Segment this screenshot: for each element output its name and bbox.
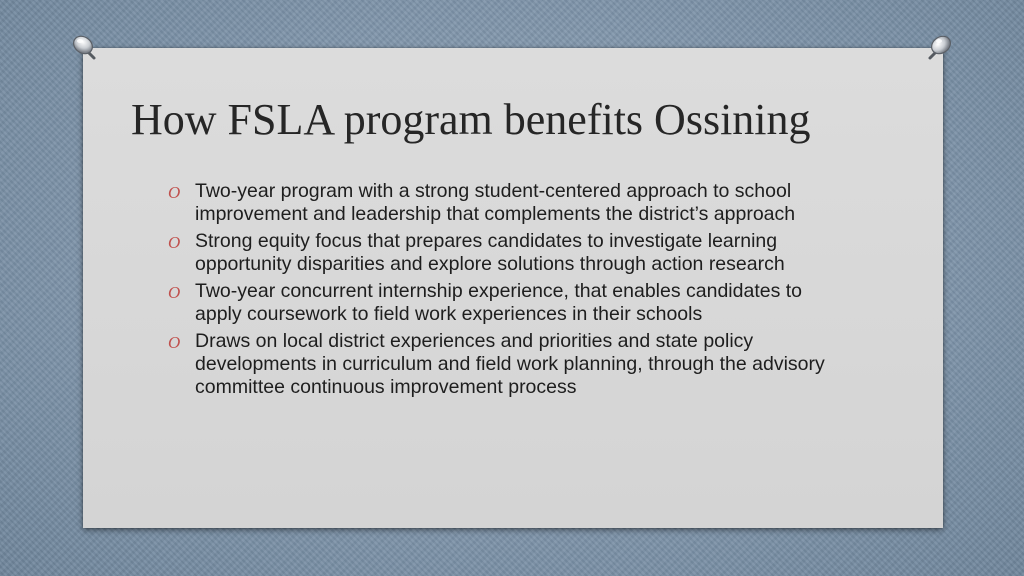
pushpin-icon	[66, 28, 106, 68]
bullet-text: Draws on local district experiences and priorities and state policy developments in curriculum and field work planning, through the advisory committee continuous improvement process	[195, 330, 825, 398]
bullet-item	[168, 330, 848, 399]
bullet-text: Strong equity focus that prepares candidates to investigate learning opportunity disparities and explore solutions through action research	[195, 230, 785, 275]
bullet-text: Two-year concurrent internship experience, that enables candidates to apply coursework to field work experiences in their schools	[195, 280, 803, 325]
bullet-item	[168, 230, 848, 276]
bullet-list	[168, 180, 848, 403]
bullet-item	[168, 180, 848, 226]
bullet-marker-icon: O	[168, 233, 181, 252]
bullet-marker-icon: O	[168, 183, 181, 202]
slide-title: How FSLA program benefits Ossining	[131, 95, 811, 144]
bullet-item	[168, 280, 848, 326]
pushpin-icon	[918, 28, 958, 68]
bullet-text: Two-year program with a strong student-centered approach to school improvement and leadership that complements the district’s approach	[195, 180, 796, 225]
bullet-marker-icon: O	[168, 283, 181, 302]
bullet-marker-icon: O	[168, 333, 181, 352]
